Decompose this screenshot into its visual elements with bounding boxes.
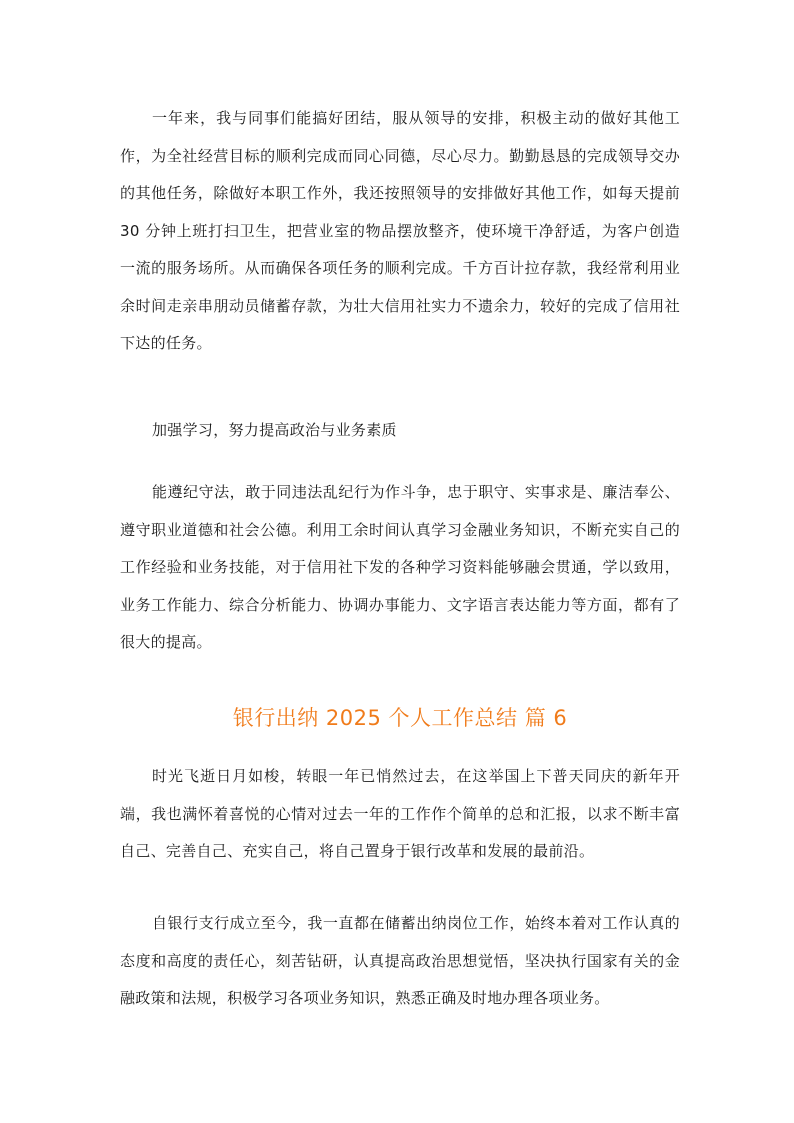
section-subheading-study: 加强学习，努力提高政治与业务素质	[152, 421, 397, 439]
section-heading: 银行出纳 2025 个人工作总结 篇 6	[232, 706, 568, 730]
paragraph-discipline: 能遵纪守法，敢于同违法乱纪行为作斗争，忠于职守、实事求是、廉洁奉公、遵守职业道德和社会公德。利用工余时间认真学习金融业务知识，不断充实自己的工作经验和业务技能，对于信用社下发的各种学习资料能够融会贯通，学以致用，业务工作能力、综合分析能力、协调办事能力、文字语言表达能力等方面，都有了很大的提高。	[120, 483, 680, 651]
paragraph-year-review: 时光飞逝日月如梭，转眼一年已悄然过去，在这举国上下普天同庆的新年开端，我也满怀着喜悦的心情对过去一年的工作作个简单的总和汇报，以求不断丰富自己、完善自己、充实自己，将自己置身于银行改革和发展的最前沿。	[120, 767, 680, 860]
paragraph-cashier-position: 自银行支行成立至今，我一直都在储蓄出纳岗位工作，始终本着对工作认真的态度和高度的责任心，刻苦钻研，认真提高政治思想觉悟，坚决执行国家有关的金融政策和法规，积极学习各项业务知识，熟悉正确及时地办理各项业务。	[120, 914, 680, 1007]
paragraph-team-work: 一年来，我与同事们能搞好团结，服从领导的安排，积极主动的做好其他工作，为全社经营目标的顺利完成而同心同德，尽心尽力。勤勤恳恳的完成领导交办的其他任务，除做好本职工作外，我还按照领导的安排做好其他工作，如每天提前 30 分钟上班打扫卫生，把营业室的物品摆放整齐，使环境干净舒适，为客户创造一流的服务场所。从而确保各项任务的顺利完成。千方百计拉存款，我经常利用业余时间走亲串朋动员储蓄存款，为壮大信用社实力不遗余力，较好的完成了信用社下达的任务。	[120, 109, 680, 352]
